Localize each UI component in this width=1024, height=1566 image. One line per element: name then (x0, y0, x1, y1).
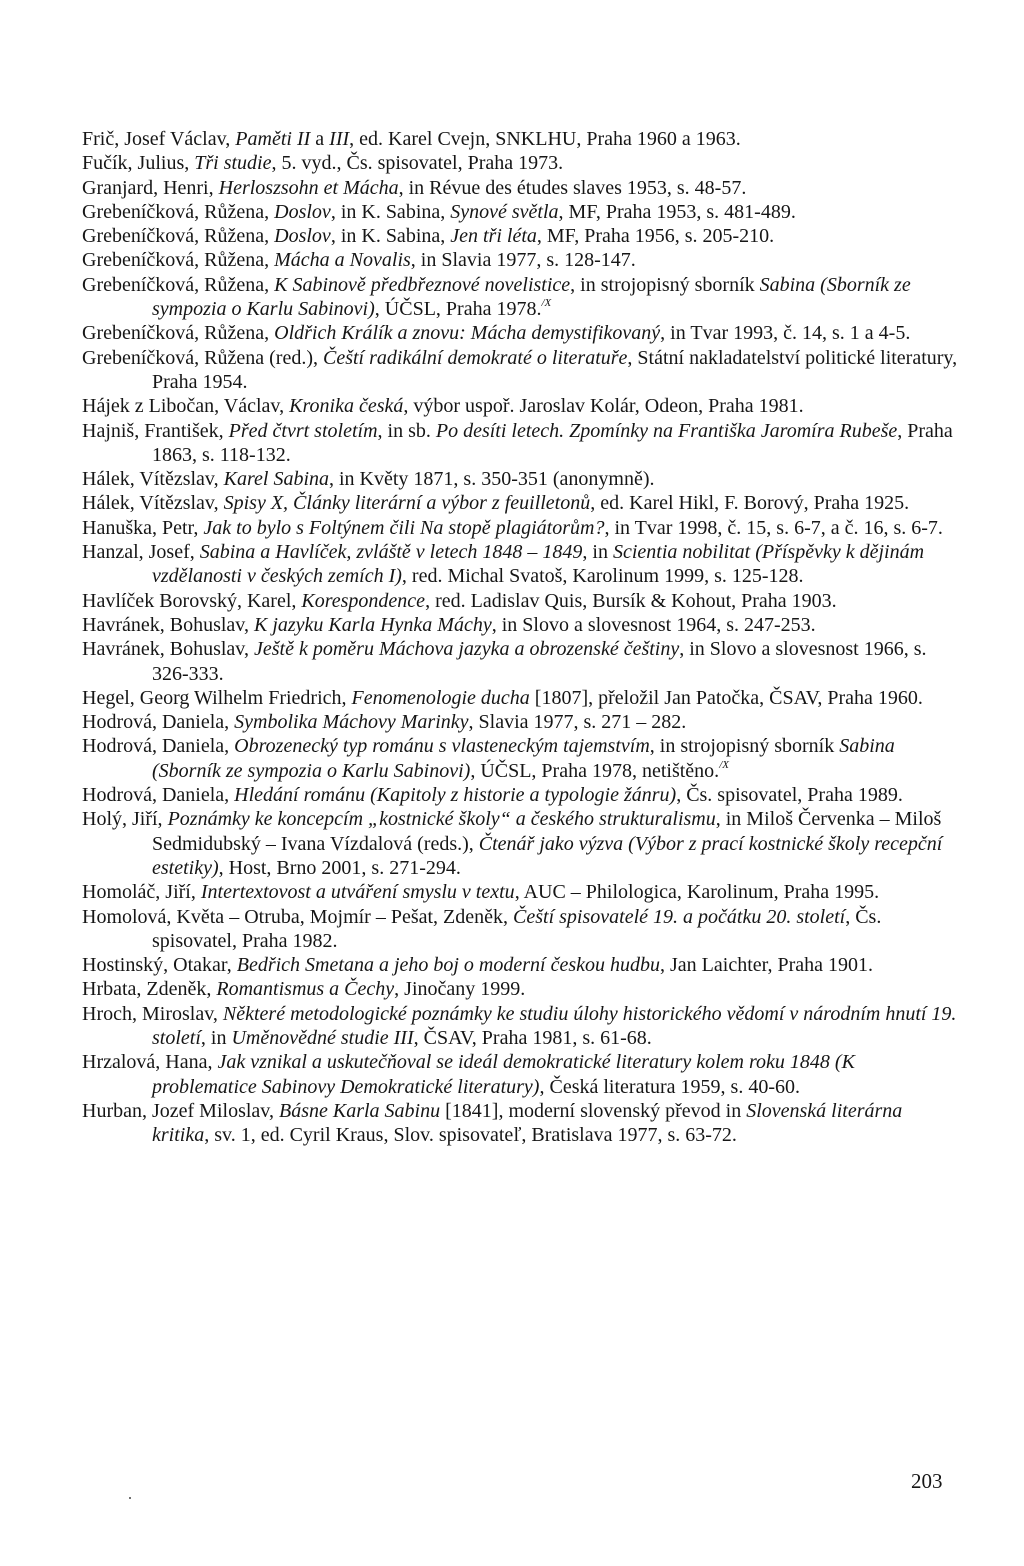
entry-text: Hrzalová, Hana, (82, 1051, 218, 1074)
entry-text: , Čs. spisovatel, Praha 1982. (152, 905, 882, 952)
page-number: 203 (911, 1469, 943, 1493)
entry-text: a (310, 128, 330, 150)
bibliography-entry (82, 734, 962, 783)
entry-text: , in sb. (377, 419, 436, 442)
entry-text: Hostinský, Otakar, (82, 954, 237, 977)
entry-text: , Státní nakladatelství politické literatury, Praha 1954. (152, 346, 958, 393)
entry-title-italic: III (329, 128, 350, 150)
entry-title-italic: Jak vznikal a uskutečňoval se ideál demokratické literatury kolem roku 1848 (K problematice Sabinovy Demokratické literatury) (152, 1051, 855, 1098)
bibliography-entry (82, 613, 962, 637)
entry-title-italic: Sabina (Sborník ze sympozia o Karlu Sabinovi) (152, 273, 911, 321)
entry-text: Hálek, Vítězslav, (82, 468, 224, 491)
entry-text: , in K. Sabina, (330, 200, 451, 223)
entry-title-italic: Herloszsohn et Mácha (218, 176, 399, 199)
entry-text: , 5. vyd., Čs. spisovatel, Praha 1973. (271, 152, 564, 175)
entry-text: Hájek z Libočan, Václav, (82, 395, 290, 418)
entry-text: , in Slovo a slovesnost 1964, s. 247-253. (491, 613, 816, 636)
bibliography-entry (82, 686, 962, 710)
entry-text: , in Tvar 1998, č. 15, s. 6-7, a č. 16, s. 6-7. (604, 516, 943, 539)
entry-text: , in (582, 541, 613, 564)
entry-text: , red. Michal Svatoš, Karolinum 1999, s. 125-128. (401, 565, 804, 588)
entry-text: Hodrová, Daniela, (82, 784, 235, 807)
bibliography-entry (82, 273, 962, 322)
entry-text: Hálek, Vítězslav, (82, 492, 224, 515)
bibliography-entry (82, 807, 962, 880)
bibliography-entry (82, 491, 962, 515)
stray-dot-mark (129, 1497, 131, 1499)
entry-title-italic: Karel Sabina (223, 468, 329, 491)
entry-title-italic: Některé metodologické poznámky ke studiu úlohy historického vědomí v národním hnutí 19. století (152, 1002, 957, 1049)
entry-text: [1841], moderní slovenský převod in (440, 1099, 747, 1122)
entry-text: , in strojopisný sborník (570, 273, 760, 296)
entry-title-italic: Čtenář jako výzva (Výbor z prací kostnické školy recepční estetiky) (152, 832, 943, 879)
entry-title-italic: Tři studie (194, 152, 272, 175)
entry-text: , AUC – Philologica, Karolinum, Praha 1995. (514, 881, 880, 904)
bibliography-entry (82, 419, 962, 468)
entry-text: Grebeníčková, Růžena, (82, 225, 275, 248)
bibliography-entry (82, 1099, 962, 1148)
bibliography-entry (82, 200, 962, 224)
bibliography-entry (82, 637, 962, 686)
bibliography-entry (82, 321, 962, 345)
entry-text: Hodrová, Daniela, (82, 735, 235, 758)
entry-text: , in Slovo a slovesnost 1966, s. 326-333. (152, 638, 927, 685)
bibliography-entry (82, 710, 962, 734)
entry-text: , in K. Sabina, (330, 225, 451, 248)
entry-title-italic: Symbolika Máchovy Marinky (234, 711, 469, 734)
entry-title-italic: Spisy X, Články literární a výbor z feuilletonů (223, 492, 591, 515)
entry-text: , výbor uspoř. Jaroslav Kolár, Odeon, Praha 1981. (403, 395, 804, 418)
bibliography-entry (82, 248, 962, 272)
entry-text: , Jinočany 1999. (394, 978, 526, 1001)
entry-title-italic: Korespondence (301, 589, 426, 612)
entry-text: Homolová, Květa – Otruba, Mojmír – Pešat, Zdeněk, (82, 905, 514, 928)
entry-text: , MF, Praha 1956, s. 205-210. (536, 225, 775, 248)
bibliography-entry (82, 346, 962, 395)
bibliography-entry (82, 953, 962, 977)
bibliography-entry (82, 516, 962, 540)
entry-title-italic: Paměti II (235, 128, 311, 150)
entry-title-italic: Jak to bylo s Foltýnem čili Na stopě plagiátorům? (203, 516, 605, 539)
bibliography-entry (82, 394, 962, 418)
entry-title-italic: Sabina (Sborník ze sympozia o Karlu Sabinovi) (152, 735, 895, 782)
entry-title-italic: Sabina a Havlíček, zvláště v letech 1848 – 1849 (199, 541, 583, 564)
entry-text: , MF, Praha 1953, s. 481-489. (558, 200, 796, 223)
entry-title-italic: Čeští radikální demokraté o literatuře (323, 346, 628, 369)
entry-title-italic: Synové světla (450, 200, 559, 223)
entry-text: , Jan Laichter, Praha 1901. (660, 954, 874, 977)
entry-text: Frič, Josef Václav, (82, 128, 236, 150)
entry-title-italic: Mácha a Novalis (274, 249, 411, 272)
bibliography-list (82, 127, 962, 1147)
entry-title-italic: Obrozenecký typ románu s vlasteneckým tajemstvím (234, 735, 650, 758)
entry-title-italic: Po desíti letech. Zpomínky na Františka Jaromíra Rubeše (435, 419, 898, 442)
entry-title-italic: Oldřich Králík a znovu: Mácha demystifikovaný (274, 322, 661, 345)
entry-title-italic: Jen tři léta (450, 225, 537, 248)
entry-text: Holý, Jiří, (82, 808, 168, 831)
bibliography-entry (82, 589, 962, 613)
entry-text: Grebeníčková, Růžena, (82, 200, 275, 223)
entry-text: , Česká literatura 1959, s. 40-60. (539, 1075, 800, 1098)
entry-text: Hrbata, Zdeněk, (82, 978, 217, 1001)
entry-text: Hurban, Jozef Miloslav, (82, 1099, 279, 1122)
bibliography-entry (82, 977, 962, 1001)
bibliography-entry (82, 880, 962, 904)
entry-text: Grebeníčková, Růžena, (82, 322, 275, 345)
entry-text: , ČSAV, Praha 1981, s. 61-68. (413, 1026, 652, 1049)
entry-title-italic: Uměnovědné studie III (231, 1026, 414, 1049)
bibliography-entry (82, 1050, 962, 1099)
entry-title-italic: Ještě k poměru Máchova jazyka a obrozenské češtiny (254, 638, 680, 661)
bibliography-entry (82, 905, 962, 954)
entry-text: Hroch, Miroslav, (82, 1002, 223, 1025)
entry-title-italic: Čeští spisovatelé 19. a počátku 20. století (513, 905, 846, 928)
entry-text: Havránek, Bohuslav, (82, 638, 254, 661)
entry-text: Fučík, Julius, (82, 152, 195, 175)
bibliography-entry (82, 467, 962, 491)
entry-text: , in (200, 1026, 232, 1049)
entry-text: , ed. Karel Hikl, F. Borový, Praha 1925. (590, 492, 910, 515)
bibliography-entry (82, 783, 962, 807)
footnote-mark: /X (719, 758, 729, 771)
entry-text: Havlíček Borovský, Karel, (82, 589, 302, 612)
entry-text: Hegel, Georg Wilhelm Friedrich, (82, 686, 352, 709)
bibliography-entry (82, 176, 962, 200)
entry-text: Hodrová, Daniela, (82, 711, 235, 734)
entry-text: , in Květy 1871, s. 350-351 (anonymně). (329, 468, 655, 491)
bibliography-entry (82, 1002, 962, 1051)
entry-title-italic: Poznámky ke koncepcím „kostnické školy“ a českého strukturalismu (167, 808, 716, 831)
entry-text: , Host, Brno 2001, s. 271-294. (218, 856, 461, 879)
bibliography-entry (82, 224, 962, 248)
entry-title-italic: Bedřich Smetana a jeho boj o moderní českou hudbu (236, 954, 661, 977)
entry-title-italic: Hledání románu (Kapitoly z historie a typologie žánru) (234, 784, 677, 807)
bibliography-entry (82, 540, 962, 589)
entry-text: , red. Ladislav Quis, Bursík & Kohout, Praha 1903. (425, 589, 837, 612)
entry-title-italic: Scientia nobilitat (Příspěvky k dějinám vzdělanosti v českých zemích I) (152, 541, 925, 588)
entry-text: Grebeníčková, Růžena, (82, 249, 275, 272)
entry-text: Hajniš, František, (82, 419, 229, 442)
entry-title-italic: Doslov (274, 225, 331, 248)
entry-title-italic: Intertextovost a utváření smyslu v textu (200, 881, 515, 904)
bibliography-entry (82, 151, 962, 175)
entry-title-italic: Před čtvrt stoletím (228, 419, 378, 442)
entry-title-italic: Doslov (274, 200, 331, 223)
entry-text: , ÚČSL, Praha 1978. (374, 298, 542, 321)
bibliography-entry (82, 127, 962, 151)
entry-text: , Slavia 1977, s. 271 – 282. (468, 711, 687, 734)
entry-text: , Čs. spisovatel, Praha 1989. (676, 784, 903, 807)
entry-text: Hanuška, Petr, (82, 516, 204, 539)
entry-title-italic: Slovenská literárna kritika (152, 1099, 903, 1147)
footnote-mark: /X (541, 297, 552, 310)
entry-text: , in Tvar 1993, č. 14, s. 1 a 4-5. (660, 322, 911, 345)
entry-text: Grebeníčková, Růžena (red.), (82, 346, 323, 369)
entry-text: Havránek, Bohuslav, (82, 613, 254, 636)
entry-text: Homoláč, Jiří, (82, 881, 201, 904)
entry-text: , sv. 1, ed. Cyril Kraus, Slov. spisovateľ, Bratislava 1977, s. 63-72. (204, 1124, 737, 1147)
entry-title-italic: K Sabinově předbřeznové novelistice (274, 273, 571, 296)
entry-title-italic: Fenomenologie ducha (351, 686, 530, 709)
entry-title-italic: K jazyku Karla Hynka Máchy (254, 613, 492, 636)
entry-text: Hanzal, Josef, (82, 541, 200, 564)
entry-text: [1807], přeložil Jan Patočka, ČSAV, Praha 1960. (529, 686, 923, 709)
entry-text: , in Miloš Červenka – Miloš Sedmidubský – Ivana Vízdalová (reds.), (152, 808, 942, 855)
entry-text: , ÚČSL, Praha 1978, netištěno. (470, 759, 720, 782)
entry-text: , Praha 1863, s. 118-132. (152, 419, 953, 466)
entry-text: , in Slavia 1977, s. 128-147. (410, 249, 636, 272)
entry-text: , in Révue des études slaves 1953, s. 48-57. (398, 176, 747, 199)
entry-text: Grebeníčková, Růžena, (82, 273, 275, 296)
entry-text: Granjard, Henri, (82, 176, 219, 199)
entry-text: , ed. Karel Cvejn, SNKLHU, Praha 1960 a 1963. (349, 128, 741, 150)
entry-title-italic: Básne Karla Sabinu (279, 1099, 441, 1122)
entry-text: , in strojopisný sborník (649, 735, 840, 758)
entry-title-italic: Kronika česká (289, 395, 404, 418)
entry-title-italic: Romantismus a Čechy (216, 978, 395, 1001)
